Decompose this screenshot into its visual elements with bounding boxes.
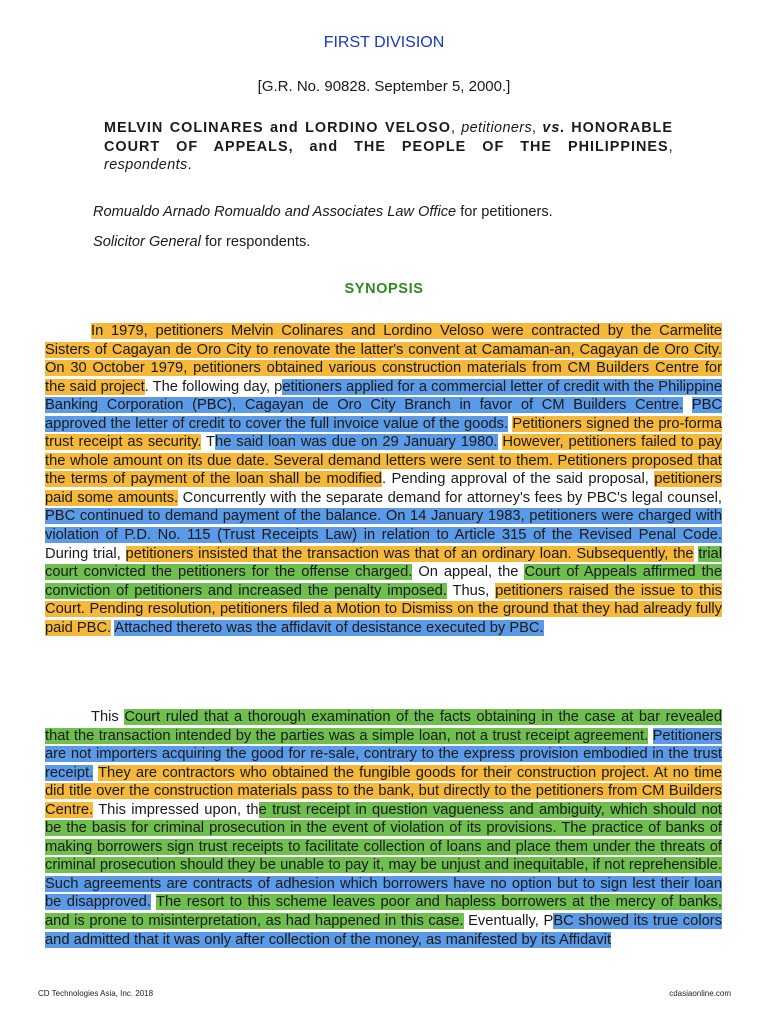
plain-text-segment: On appeal, the <box>412 564 525 581</box>
plain-text-segment: . Pending approval of the said proposal, <box>381 471 655 488</box>
plain-text-segment: Thus, <box>446 582 496 599</box>
case-parties: MELVIN COLINARES and LORDINO VELOSO, petitioners, vs. HONORABLE COURT OF APPEALS, and THE PEOPLE OF THE PHILIPPINES, respondents. <box>104 120 674 173</box>
plain-text-segment: This <box>91 709 125 725</box>
respondents-counsel <box>93 234 310 250</box>
highlighted-text-blue: PBC continued to demand payment of the balance. On 14 January 1983, petitioners were charged with violation of P.D. No. 115 (Trust Receipts Law) in relation to Article 315 of the Revised Penal Code. <box>45 508 722 544</box>
synopsis-heading: SYNOPSIS <box>344 281 424 297</box>
footer-website: cdasiaonline.com <box>669 989 731 998</box>
respondents-names: HONORABLE COURT OF APPEALS, and THE PEOPLE OF THE PHILIPPINES <box>104 120 674 155</box>
highlighted-text-blue: BC showed its true colors and admitted that it was only after collection of the money, as manifested by its Affidavit <box>45 913 722 948</box>
footer-publisher: CD Technologies Asia, Inc. 2018 <box>38 989 154 998</box>
plain-text-segment: Concurrently with the separate demand for attorney's fees by PBC's legal counsel, <box>178 489 722 506</box>
petitioners-names: MELVIN COLINARES and LORDINO VELOSO <box>104 120 451 136</box>
petitioners-role: petitioners <box>461 120 533 136</box>
highlighted-text-blue: he said loan was due on 29 January 1980. <box>215 434 498 451</box>
highlighted-text-orange: petitioners insisted that the transaction was that of an ordinary loan. Subsequently, the <box>125 545 694 562</box>
respondents-role: respondents <box>104 157 188 173</box>
respondents-office: Solicitor General <box>93 234 201 250</box>
highlighted-text-orange: In 1979, petitioners Melvin Colinares and Lordino Veloso were contracted by the Carmelite Sisters of Cagayan de Oro City to renovate the latter's convent at Camaman-an, Cagayan de Oro City. <box>45 323 722 358</box>
highlighted-text-orange: Petitioners signed the pro-forma trust receipt as security. <box>45 415 723 451</box>
case-number: [G.R. No. 90828. September 5, 2000.] <box>257 78 511 95</box>
plain-text-segment <box>648 728 652 744</box>
highlighted-text-orange: On 30 October 1979, petitioners obtained various construction materials from CM Builders Centre for the said project <box>45 360 722 395</box>
plain-text-segment: Eventually, P <box>463 913 554 930</box>
petitioners-counsel <box>93 204 553 220</box>
plain-text-segment: During trial, <box>45 545 126 562</box>
highlighted-text-orange: petitioners paid some amounts. <box>45 471 722 506</box>
division-heading: FIRST DIVISION <box>323 34 445 51</box>
highlighted-text-orange: petitioners raised the issue to this Court. Pending resolution, petitioners filed a Motion to Dismiss on the ground that they had already fully paid PBC. <box>45 582 722 636</box>
plain-text-segment: T <box>201 434 216 451</box>
highlighted-text-blue: PBC approved the letter of credit to cover the full invoice value of the goods. <box>45 397 722 432</box>
highlighted-text-blue: Petitioners are not importers acquiring the good for re-sale, contrary to the express provision embodied in the trust receipt. <box>45 727 722 781</box>
highlighted-text-blue: etitioners applied for a commercial letter of credit with the Philippine Banking Corporation (PBC), Cagayan de Oro City Branch in favor of CM Builders Centre. <box>45 378 722 414</box>
highlighted-text-green: Court ruled that a thorough examination of the facts obtaining in the case at bar revealed that the transaction intended by the parties was a simple loan, not a trust receipt agreement. <box>45 709 723 744</box>
petitioners-counsel-suffix: for petitioners. <box>456 204 553 220</box>
plain-text-segment <box>683 397 692 413</box>
highlighted-text-green: e trust receipt in question vagueness and ambiguity, which should not be the basis for criminal prosecution in the event of violation of its provisions. The practice of banks of making borrowers sign trust receipts to facilitate collection of loans and place them under the threats of criminal prosecution should they be unable to pay it, may be unjust and inequitable, if not reprehensible. <box>45 801 723 874</box>
petitioners-firm: Romualdo Arnado Romualdo and Associates Law Office <box>93 204 457 220</box>
plain-text-segment: This impressed upon, th <box>93 801 259 818</box>
synopsis-paragraph-1 <box>45 322 722 637</box>
highlighted-text-blue: Such agreements are contracts of adhesion which borrowers have no option but to sign lest their loan be disapproved. <box>45 875 722 911</box>
highlighted-text-green: trial court convicted the petitioners for the offense charged. <box>45 545 722 581</box>
plain-text-segment: . The following day, p <box>144 378 283 395</box>
highlighted-text-blue: Attached thereto was the affidavit of desistance executed by PBC. <box>114 619 544 636</box>
versus-label: vs. <box>542 120 566 136</box>
highlighted-text-orange: However, petitioners failed to pay the whole amount on its due date. Several demand letters were sent to them. Petitioners proposed that the terms of payment of the loan shall be modified <box>45 434 722 488</box>
highlighted-text-green: Court of Appeals affirmed the conviction of petitioners and increased the penalty imposed. <box>45 564 722 599</box>
synopsis-paragraph-2 <box>45 708 722 949</box>
respondents-counsel-suffix: for respondents. <box>200 234 311 250</box>
highlighted-text-green: The resort to this scheme leaves poor and hapless borrowers at the mercy of banks, and is prone to misinterpretation, as had happened in this case. <box>45 894 722 930</box>
highlighted-text-orange: They are contractors who obtained the fungible goods for their construction project. At no time did title over the construction materials pass to the bank, but directly to the petitioners from CM Builders Centre. <box>45 764 722 818</box>
